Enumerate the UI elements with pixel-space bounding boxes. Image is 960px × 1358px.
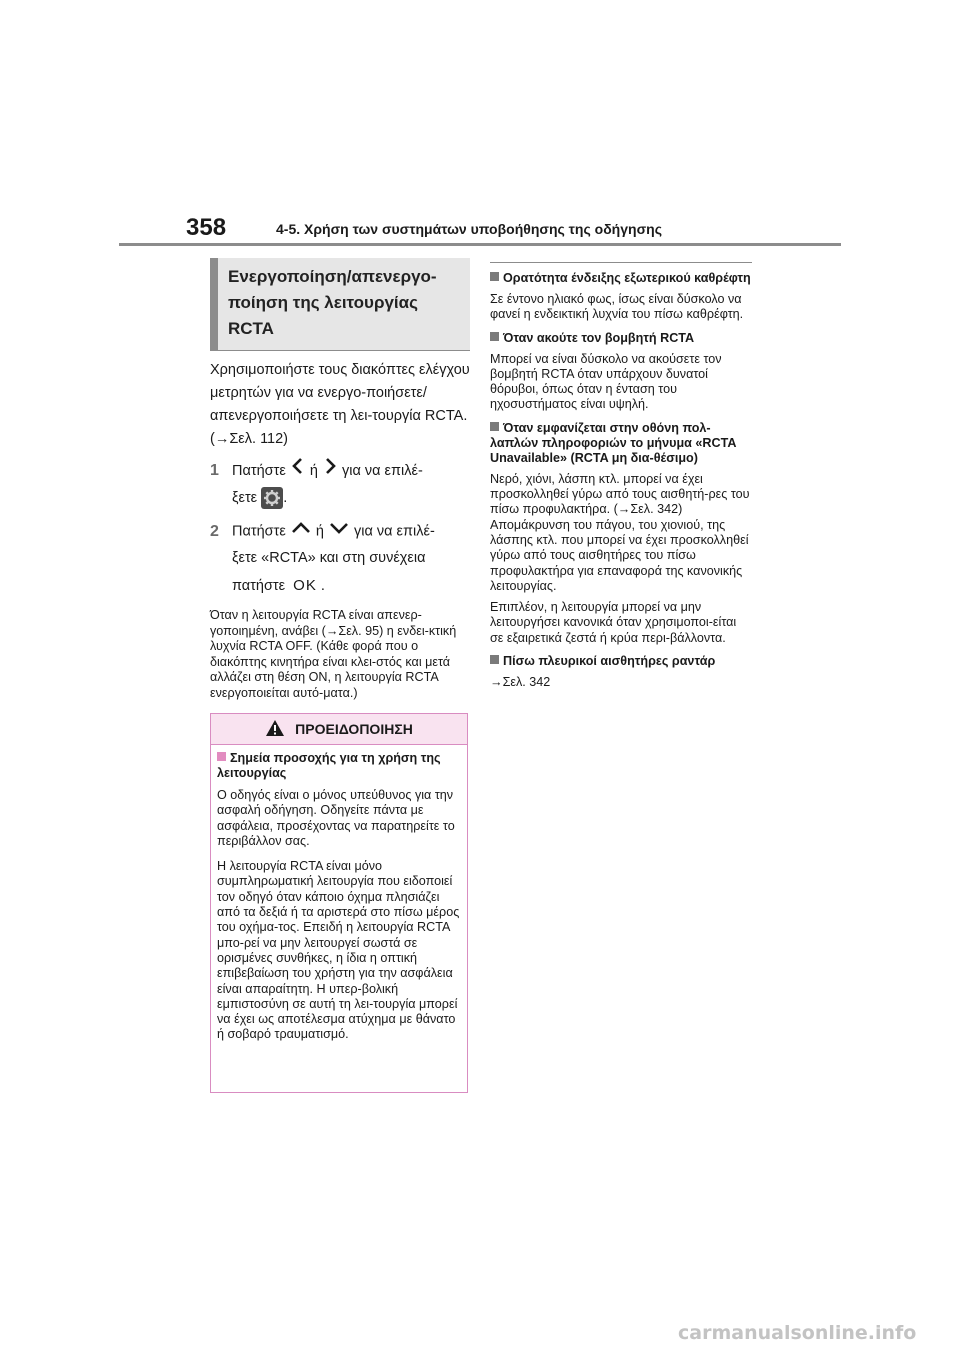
chevron-right-icon (322, 457, 338, 485)
step-text: πατήστε (232, 578, 286, 595)
chevron-up-icon (290, 518, 312, 545)
column-rule (490, 262, 752, 263)
paragraph: Μπορεί να είναι δύσκολο να ακούσετε τον βομβητή RCTA όταν υπάρχουν δυνατοί θόρυβοι, όπως όταν η ένταση του ηχοσυστήματος είναι υψηλή. (490, 351, 722, 412)
step-number: 1 (210, 462, 219, 479)
chevron-down-icon (328, 518, 350, 545)
warning-subheading: Σημεία προσοχής για τη χρήση της λειτουργίας (217, 751, 441, 780)
step-text: για να επιλέ- (342, 462, 423, 479)
subheading-mirror-visibility: Ορατότητα ένδειξης εξωτερικού καθρέφτη (490, 271, 752, 286)
warning-triangle-icon (265, 719, 285, 740)
step-text: Πατήστε (232, 523, 286, 540)
step-text: Πατήστε (232, 462, 286, 479)
ok-button-glyph: OK (293, 577, 317, 595)
subheading-unavailable: Όταν εμφανίζεται στην οθόνη πολ-λαπλών πληροφοριών το μήνυμα «RCTA Unavailable» (RCTA μη δια-θέσιμο) (490, 420, 736, 465)
warning-title: ΠΡΟΕΙΔΟΠΟΙΗΣΗ (295, 721, 413, 737)
warning-header (211, 714, 467, 745)
subheading-radar-sensors: Πίσω πλευρικοί αισθητήρες ραντάρ (490, 654, 752, 669)
chevron-left-icon (290, 457, 306, 485)
watermark: carmanualsonline.info (678, 1322, 917, 1344)
step-text: για να επιλέ- (354, 523, 435, 540)
step-number: 2 (210, 523, 219, 540)
header-rule (119, 243, 841, 246)
square-bullet-icon (490, 272, 499, 281)
step-text: ή (315, 523, 324, 540)
square-bullet-icon (490, 422, 499, 431)
page-number: 358 (186, 214, 227, 241)
left-column (210, 258, 470, 701)
gear-icon (261, 487, 283, 509)
step-text: ξετε «RCTA» και στη συνέχεια (232, 550, 426, 567)
paragraph: Νερό, χιόνι, λάσπη κτλ. μπορεί να έχει προσκολληθεί γύρω από τους αισθητή-ρες του πίσω προφυλακτήρα. (→Σελ. 342) Απομάκρυνση του πάγου, του χιονιού, της λάσπης κτλ. που μπορεί να έχει προσκολληθεί γύρω από τους αισθητήρες του πίσω προφυλακτήρα για επαναφορά της κανονικής λειτουργίας. (490, 471, 750, 593)
subheading-buzzer: Όταν ακούτε τον βομβητή RCTA (490, 331, 752, 346)
chapter-title: 4-5. Χρήση των συστημάτων υποβοήθησης της οδήγησης (276, 221, 662, 237)
square-bullet-icon (490, 655, 499, 664)
paragraph: Σε έντονο ηλιακό φως, ίσως είναι δύσκολο να φανεί η ενδεικτική λυχνία του πίσω καθρέφτη. (490, 292, 744, 322)
step-text: ξετε (232, 490, 258, 506)
paragraph: Επιπλέον, η λειτουργία μπορεί να μην λειτουργήσει κανονικά όταν χρησιμοποι-είται σε εξαιρετικά ζεστά ή κρύα περι-βάλλοντα. (490, 600, 737, 645)
intro-text: Χρησιμοποιήστε τους διακόπτες ελέγχου μετρητών για να ενεργο-ποιήσετε/απενεργοποιήσετε τη λει-τουργία RCTA. (→Σελ. 112) (210, 362, 470, 447)
page-header (186, 214, 786, 254)
square-bullet-icon (490, 332, 499, 341)
warning-box (210, 713, 468, 1093)
section-title: Ενεργοποίηση/απενεργο-ποίηση της λειτουργίας RCTA (210, 258, 470, 351)
warning-paragraph: Ο οδηγός είναι ο μόνος υπεύθυνος για την ασφαλή οδήγηση. Οδηγείτε πάντα με ασφάλεια, προσέχοντας να παρατηρείτε το περιβάλλον σας. (217, 788, 455, 848)
step-text: . (283, 490, 288, 506)
step-1 (210, 457, 470, 512)
page-reference: →Σελ. 342 (490, 675, 551, 690)
square-bullet-icon (217, 752, 226, 761)
right-column (490, 262, 752, 690)
step-text: . (320, 578, 325, 595)
step-2 (210, 518, 470, 600)
warning-paragraph: Η λειτουργία RCTA είναι μόνο συμπληρωματική λειτουργία που ειδοποιεί τον οδηγό όταν κάποιο όχημα πλησιάζει από τα δεξιά ή τα αριστερά στο πίσω μέρος του οχήμα-τος. Επειδή η λειτουργία RCTA μπο-ρεί να μην λειτουργεί σωστά σε ορισμένες συνθήκες, η ίδια η οπτική επιβεβαίωση του χρήστη για την ασφάλεια είναι απαραίτητη. Η υπερ-βολική εμπιστοσύνη σε αυτή τη λει-τουργία μπορεί να έχει ως αποτέλεσμα ατύχημα με θάνατο ή σοβαρό τραυματισμό. (217, 859, 460, 1042)
rcta-off-note: Όταν η λειτουργία RCTA είναι απενερ-γοποιημένη, ανάβει (→Σελ. 95) η ενδει-κτική λυχνία RCTA OFF. (Κάθε φορά που ο διακόπτης κινητήρα είναι κλει-στός και μετά αλλάζει στη θέση ON, η λειτουργία RCTA ενεργοποιείται αυτό-ματα.) (210, 608, 457, 700)
step-text: ή (309, 462, 318, 479)
